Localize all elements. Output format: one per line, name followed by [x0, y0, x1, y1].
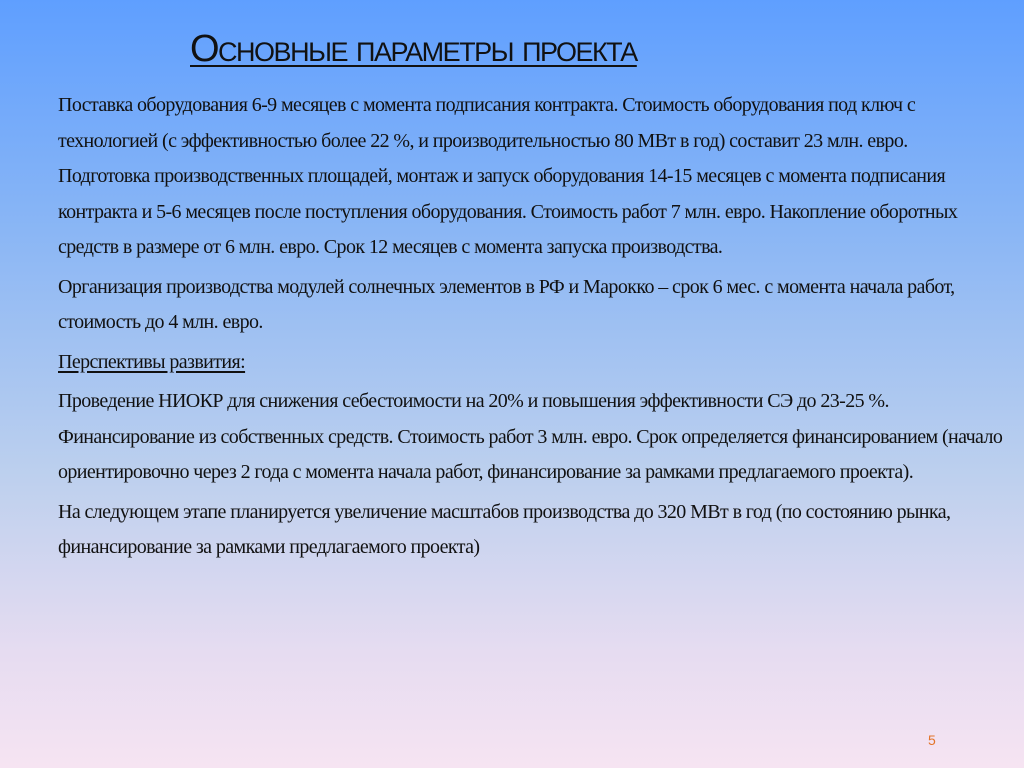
slide-title: Основные параметры проекта — [190, 28, 637, 70]
paragraph-rnd: Проведение НИОКР для снижения себестоимости на 20% и повышения эффективности СЭ до 23-25 %. Финансирование из собственных средств. Стоимость работ 3 млн. евро. Срок определяется финансированием (начало ориентировочно через 2 года с момента начала работ, финансирование за рамками предлагаемого проекта). — [58, 390, 1003, 483]
paragraph-modules-production: Организация производства модулей солнечных элементов в РФ и Марокко – срок 6 мес. с момента начала работ, стоимость до 4 млн. евро. — [58, 275, 955, 333]
slide-body — [58, 88, 1003, 570]
paragraph-next-stage: На следующем этапе планируется увеличение масштабов производства до 320 МВт в год (по состоянию рынка, финансирование за рамками предлагаемого проекта) — [58, 500, 951, 558]
section-heading-prospects: Перспективы развития: — [58, 350, 246, 373]
page-number: 5 — [928, 732, 936, 748]
paragraph-equipment: Поставка оборудования 6-9 месяцев с момента подписания контракта. Стоимость оборудования под ключ с технологией (с эффективностью более 22 %, и производительностью 80 МВт в год) составит 23 млн. евро. Подготовка производственных площадей, монтаж и запуск оборудования 14-15 месяцев с момента подписания контракта и 5-6 месяцев после поступления оборудования. Стоимость работ 7 млн. евро. Накопление оборотных средств в размере от 6 млн. евро. Срок 12 месяцев с момента запуска производства. — [58, 94, 958, 258]
